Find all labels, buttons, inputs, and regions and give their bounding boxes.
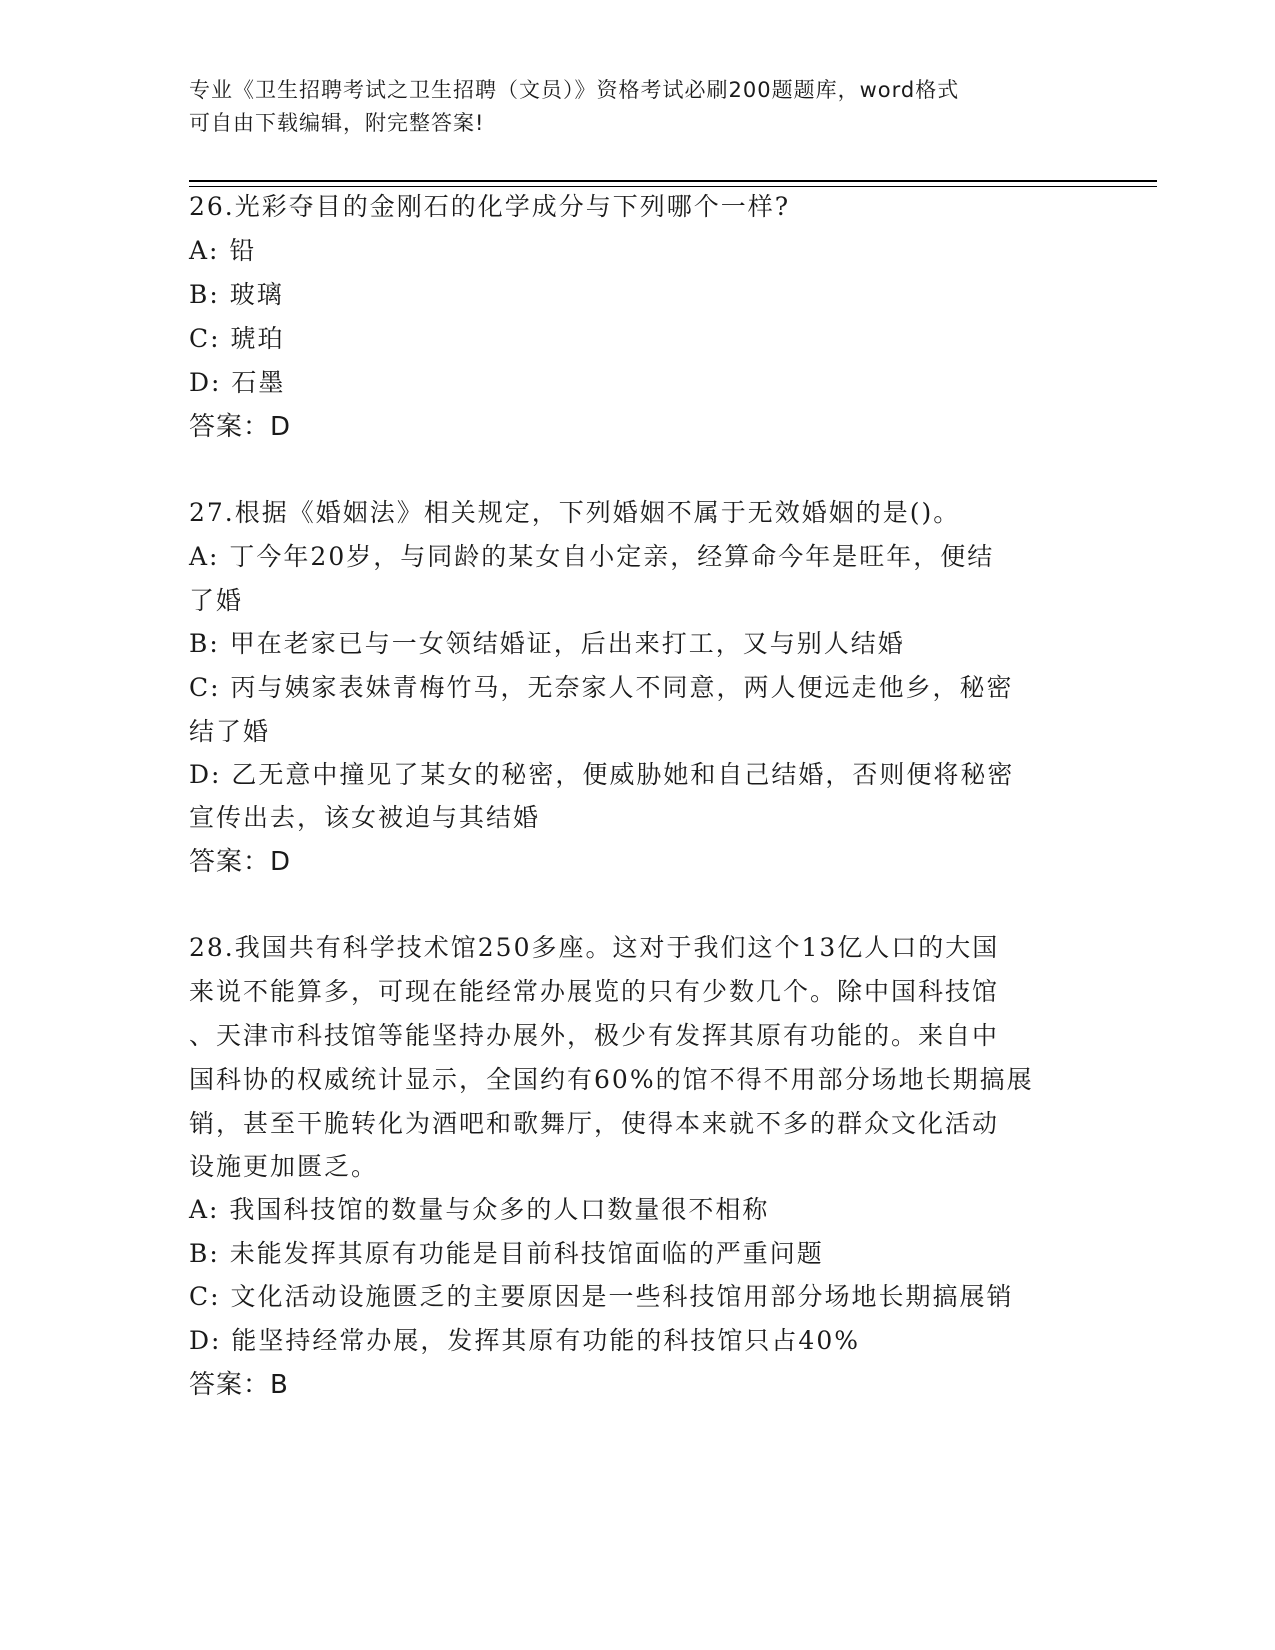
question-26-stem: 26.光彩夺目的金刚石的化学成分与下列哪个一样? <box>189 192 791 221</box>
question-28-stem-line-1: 28.我国共有科学技术馆250多座。这对于我们这个13亿人口的大国 <box>189 933 1000 962</box>
question-26-answer: 答案：D <box>189 412 292 442</box>
header-divider-thick <box>189 180 1157 182</box>
question-27-option-c-line-1: C: 丙与姨家表妹青梅竹马，无奈家人不同意，两人便远走他乡，秘密 <box>189 673 1014 702</box>
question-28-option-c: C: 文化活动设施匮乏的主要原因是一些科技馆用部分场地长期搞展销 <box>189 1282 1014 1311</box>
question-27-answer: 答案：D <box>189 847 292 877</box>
question-28-stem-line-3: 、天津市科技馆等能坚持办展外，极少有发挥其原有功能的。来自中 <box>189 1021 1000 1050</box>
question-28-stem-line-2: 来说不能算多，可现在能经常办展览的只有少数几个。除中国科技馆 <box>189 977 1000 1006</box>
question-27-option-c-line-2: 结了婚 <box>189 717 271 746</box>
document-header <box>189 74 1069 140</box>
question-28-stem-line-6: 设施更加匮乏。 <box>189 1152 379 1181</box>
question-28-option-d: D: 能坚持经常办展，发挥其原有功能的科技馆只占40% <box>189 1326 860 1355</box>
question-28-stem-line-5: 销，甚至干脆转化为酒吧和歌舞厅，使得本来就不多的群众文化活动 <box>189 1109 1000 1138</box>
header-line-1: 专业《卫生招聘考试之卫生招聘（文员）》资格考试必刷200题题库，word格式 <box>189 78 960 102</box>
question-27-option-a-line-2: 了婚 <box>189 586 244 615</box>
question-27-option-a-line-1: A: 丁今年20岁，与同龄的某女自小定亲，经算命今年是旺年，便结 <box>189 542 995 571</box>
question-28-stem-line-4: 国科协的权威统计显示，全国约有60%的馆不得不用部分场地长期搞展 <box>189 1065 1034 1094</box>
question-28-answer: 答案：B <box>189 1370 289 1400</box>
question-27-option-d-line-1: D: 乙无意中撞见了某女的秘密，便威胁她和自己结婚，否则便将秘密 <box>189 760 1015 789</box>
question-27-option-b: B: 甲在老家已与一女领结婚证，后出来打工，又与别人结婚 <box>189 629 905 658</box>
question-26-option-c: C: 琥珀 <box>189 324 285 353</box>
question-26-option-b: B: 玻璃 <box>189 280 284 309</box>
question-26-option-d: D: 石墨 <box>189 368 286 397</box>
question-26-option-a: A: 铅 <box>189 236 257 265</box>
question-27-option-d-line-2: 宣传出去，该女被迫与其结婚 <box>189 803 541 832</box>
question-27-stem: 27.根据《婚姻法》相关规定，下列婚姻不属于无效婚姻的是()。 <box>189 498 961 527</box>
question-28-option-b: B: 未能发挥其原有功能是目前科技馆面临的严重问题 <box>189 1239 824 1268</box>
header-line-2: 可自由下载编辑，附完整答案! <box>189 111 485 135</box>
question-28-option-a: A: 我国科技馆的数量与众多的人口数量很不相称 <box>189 1195 770 1224</box>
